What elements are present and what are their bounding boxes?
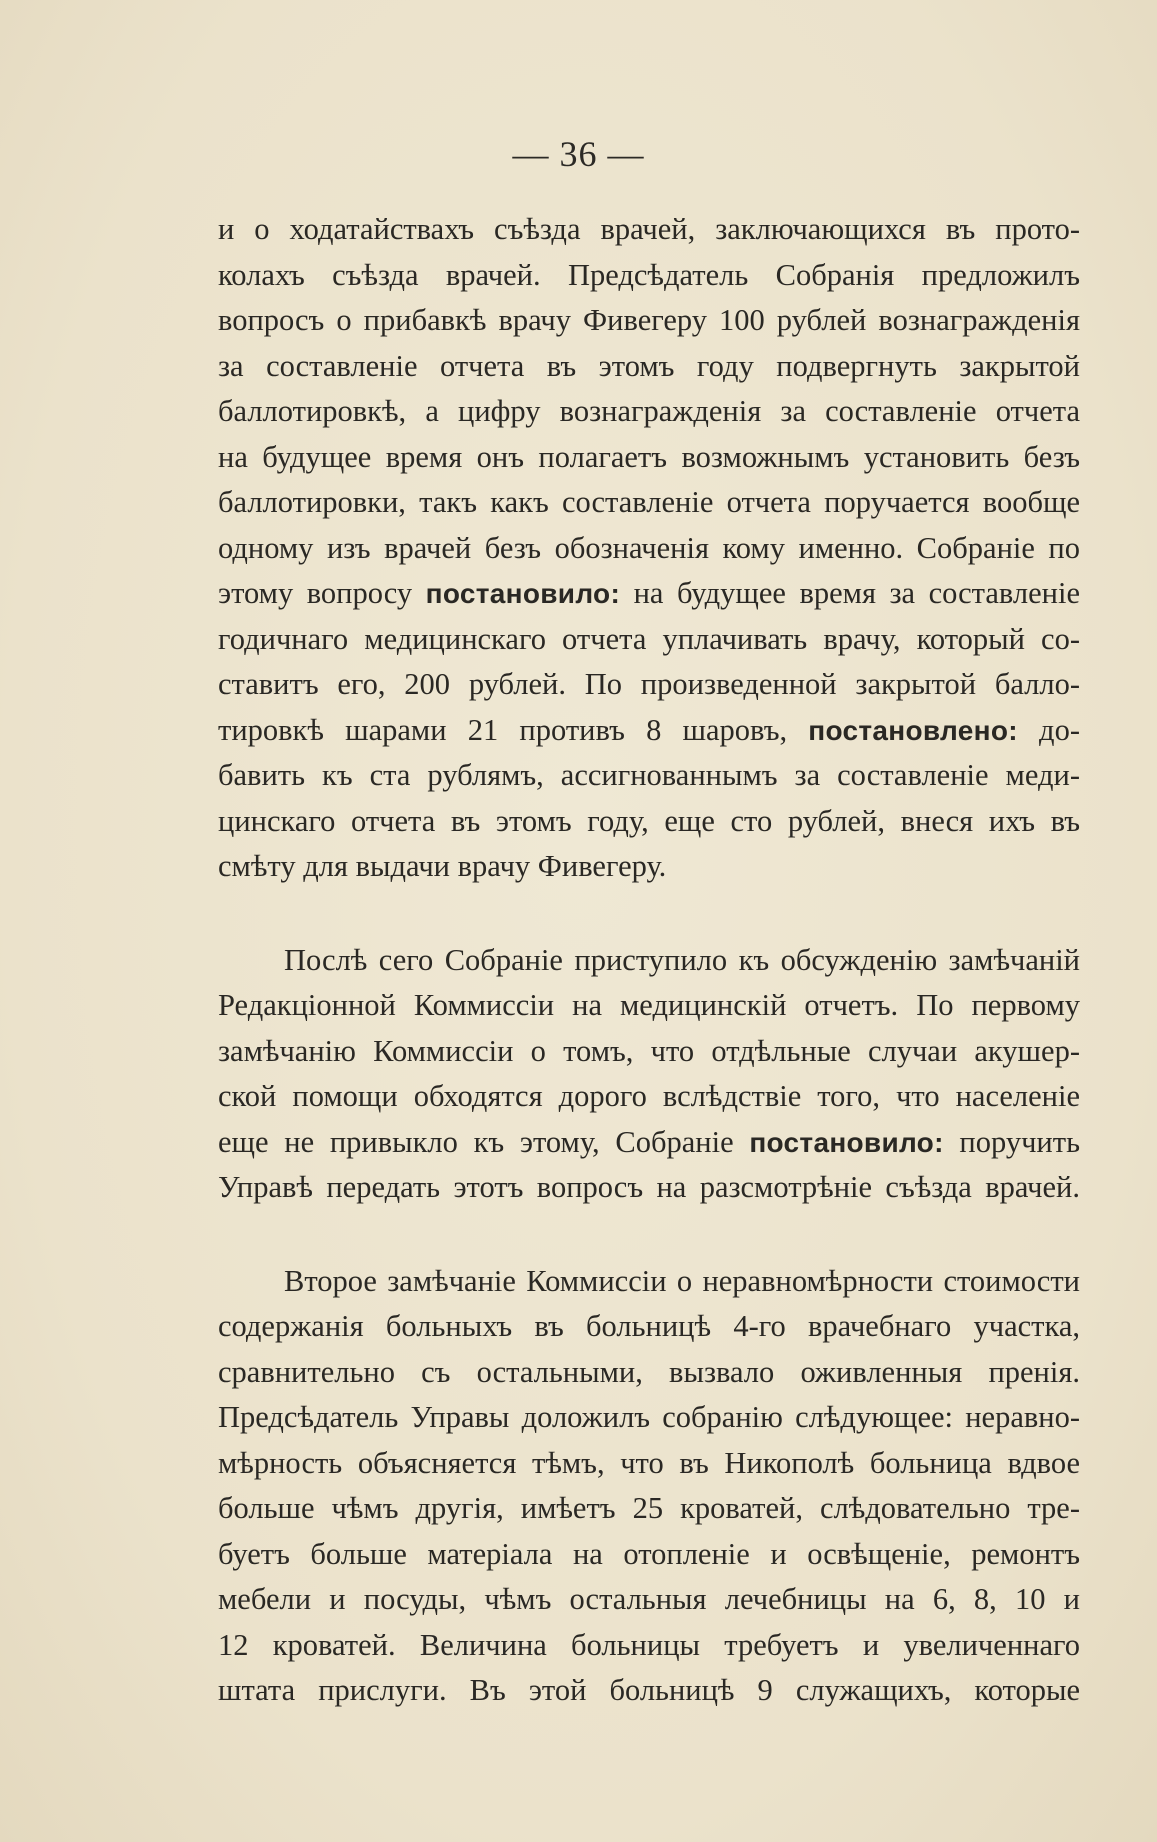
page-number: — 36 — [512,134,645,174]
text-line: смѣту для выдачи врачу Фивегеру. [218,849,667,883]
text-line: одному изъ врачей безъ обозначенія кому именно. Собраніе по [218,530,1080,565]
text-line: Второе замѣчаніе Коммиссіи о неравномѣрности стоимости [284,1263,1080,1298]
text-line: ской помощи обходятся дорого вслѣдствіе того, что населеніе [218,1079,1080,1113]
emphasis-text: постановило: [425,578,621,609]
text-line: штата прислуги. Въ этой больницѣ 9 служащихъ, которые [218,1673,1080,1707]
body-text [218,207,1080,1714]
text-line: ставитъ его, 200 рублей. По произведенной закрытой балло- [218,667,1080,701]
text-line: еще не привыкло къ этому, Собраніе постановило: поручить [218,1124,1080,1159]
text-line: мѣрность объясняется тѣмъ, что въ Никополѣ больница вдвое [218,1445,1080,1480]
text-line: годичнаго медицинскаго отчета уплачивать врачу, который со- [218,621,1080,656]
paragraph-2 [218,938,1080,1211]
paragraph-3 [218,1259,1080,1714]
text-line: замѣчанію Коммиссіи о томъ, что отдѣльные случаи акушер- [218,1033,1080,1068]
text-line: цинскаго отчета въ этомъ году, еще сто рублей, внеся ихъ въ [218,803,1080,838]
text-line: 12 кроватей. Величина больницы требуетъ и увеличеннаго [218,1627,1080,1662]
text-line: больше чѣмъ другія, имѣетъ 25 кроватей, слѣдовательно тре- [218,1491,1080,1525]
text-line: на будущее время онъ полагаетъ возможнымъ установить безъ [218,439,1080,474]
text-line: этому вопросу постановило: на будущее время за составленіе [218,576,1080,610]
text-line: и о ходатайствахъ съѣзда врачей, заключающихся въ прото- [218,212,1080,246]
text-line: вопросъ о прибавкѣ врачу Фивегеру 100 рублей вознагражденія [218,303,1080,337]
text-line: мебели и посуды, чѣмъ остальныя лечебницы на 6, 8, 10 и [218,1582,1080,1616]
text-line: Управѣ передать этотъ вопросъ на разсмотрѣніе съѣзда врачей. [218,1170,1080,1204]
emphasis-text: постановлено: [808,714,1018,746]
text-line: за составленіе отчета въ этомъ году подвергнуть закрытой [218,348,1080,383]
text-line: Послѣ сего Собраніе приступило къ обсужденію замѣчаній [284,942,1080,977]
text-line: Редакціонной Коммиссіи на медицинскій отчетъ. По первому [218,988,1080,1022]
text-line: сравнительно съ остальными, вызвало оживленныя пренія. [218,1354,1080,1389]
text-line: баллотировкѣ, а цифру вознагражденія за составленіе отчета [218,394,1080,428]
text-line: колахъ съѣзда врачей. Предсѣдатель Собранія предложилъ [218,257,1080,292]
text-line: содержанія больныхъ въ больницѣ 4-го врачебнаго участка, [218,1309,1080,1343]
text-line: бавить къ ста рублямъ, ассигнованнымъ за составленіе меди- [218,758,1080,792]
text-line: буетъ больше матеріала на отопленіе и освѣщеніе, ремонтъ [218,1536,1080,1571]
paragraph-1 [218,207,1080,890]
text-line: баллотировки, такъ какъ составленіе отчета поручается вообще [218,485,1080,519]
text-line: Предсѣдатель Управы доложилъ собранію слѣдующее: неравно- [218,1400,1080,1434]
emphasis-text: постановило: [749,1126,944,1158]
text-line: тировкѣ шарами 21 противъ 8 шаровъ, постановлено: до- [218,712,1080,747]
